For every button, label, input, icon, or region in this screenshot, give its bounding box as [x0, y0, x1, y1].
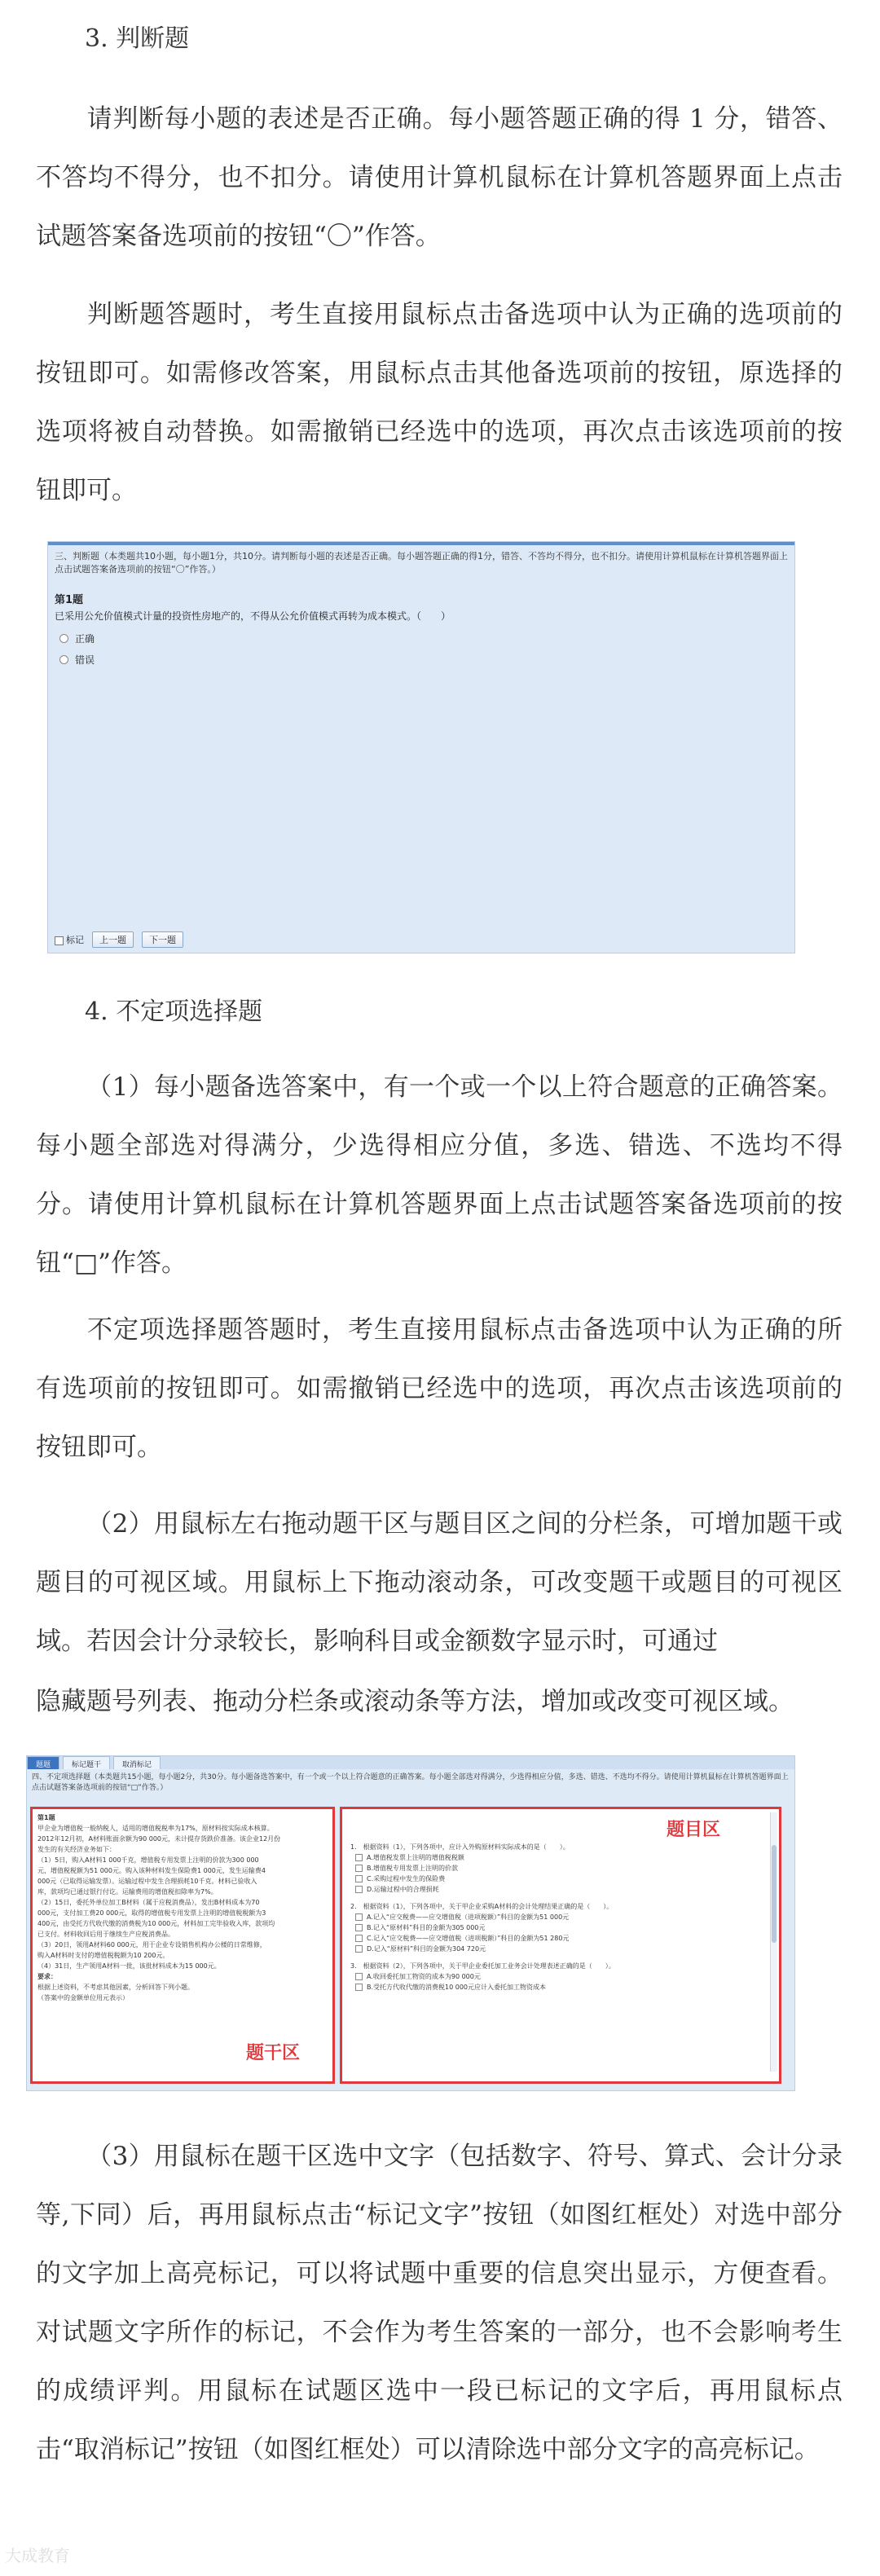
stem-line: （答案中的金额单位用元表示）	[37, 1994, 129, 2001]
checkbox-icon[interactable]	[355, 1913, 363, 1921]
tab-questions[interactable]: 题题	[27, 1756, 59, 1769]
scrollbar[interactable]	[770, 1812, 777, 2072]
checkbox-icon[interactable]	[55, 936, 64, 945]
checkbox-icon[interactable]	[355, 1984, 363, 1991]
option[interactable]: C.记入“应交税费——应交增值税（进项税额）”科目的金额为51 280元	[355, 1933, 758, 1944]
checkbox-icon[interactable]	[355, 1865, 363, 1872]
stem-line: 已支付。材料收回后用于继续生产应税消费品。	[37, 1931, 174, 1938]
question-area-label: 题目区	[667, 1820, 721, 1840]
stem-line: 元，增值税税额为51 000元。购入该种材料发生保险费1 000元，发生运输费4	[37, 1867, 266, 1874]
section4-heading: 4. 不定项选择题	[85, 997, 263, 1026]
question-number: 第1题	[55, 594, 84, 606]
next-button[interactable]: 下一题	[142, 931, 183, 948]
checkbox-icon[interactable]	[355, 1854, 363, 1861]
stem-line: 要求：	[37, 1973, 57, 1980]
radio-icon[interactable]	[59, 655, 68, 664]
checkbox-icon[interactable]	[355, 1886, 363, 1893]
stem-line: （2）15日，委托外单位加工B材料（属于应税消费品），发出B材料成本为70	[37, 1899, 260, 1906]
question-pane[interactable]	[340, 1807, 781, 2084]
stem-title: 第1题	[37, 1814, 55, 1821]
section4-para2: 不定项选择题答题时，考生直接用鼠标点击备选项中认为正确的所有选项前的按钮即可。如需撤销已经选中的选项，再次点击该选项前的按钮即可。	[36, 1315, 843, 1462]
stem-line: 000元，支付加工费20 000元，取得的增值税专用发票上注明的增值税税额为3	[37, 1909, 266, 1917]
stem-line: 400元，由受托方代收代缴的消费税为10 000元，材料加工完毕验收入库，款项均	[37, 1920, 275, 1927]
section4-para1: （1）每小题备选答案中，有一个或一个以上符合题意的正确答案。每小题全部选对得满分，少选得相应分值，多选、错选、不选均不得分。请使用计算机鼠标在计算机答题界面上点击试题答案备选项前的按钮“□”作答。	[36, 1072, 843, 1278]
stem-line: 000元（已取得运输发票）。运输过程中发生合理损耗10千克。材料已验收入	[37, 1878, 257, 1885]
stem-line: 2012年12月初，A材料账面余额为90 000元，未计提存货跌价准备。该企业12月份	[37, 1835, 281, 1843]
section4-para4: （3）用鼠标在题干区选中文字（包括数字、符号、算式、会计分录等,下同）后，再用鼠标点击“标记文字”按钮（如图红框处）对选中部分的文字加上高亮标记，可以将试题中重要的信息突出显示，方便查看。对试题文字所作的标记，不会作为考生答案的一部分，也不会影响考生的成绩评判。用鼠标在试题区选中一段已标记的文字后，再用鼠标点击“取消标记”按钮（如图红框处）可以清除选中部分文字的高亮标记。	[36, 2142, 843, 2464]
option-false[interactable]: 错误	[59, 653, 95, 667]
option[interactable]: B.受托方代收代缴的消费税10 000元应计入委托加工物资成本	[355, 1982, 758, 1993]
topbar	[48, 542, 794, 545]
question-item: 2. 根据资料（1），下列各项中，关于甲企业采购A材料的会计处理结果正确的是（ ）。 A.记入“应交税费——应交增值税（进项税额）”科目的金额为51 000元 B.记入“原材料”科目的金额为305 000元 C.记入“应交税费——应交增值税（进项税额）”科目的金额为51 280元 D.记入“原材料”科目的金额为304 720元	[350, 1901, 758, 1954]
checkbox-icon[interactable]	[355, 1945, 363, 1953]
checkbox-icon[interactable]	[355, 1935, 363, 1942]
section3-para2: 判断题答题时，考生直接用鼠标点击备选项中认为正确的选项前的按钮即可。如需修改答案，用鼠标点击其他备选项前的按钮，原选择的选项将被自动替换。如需撤销已经选中的选项，再次点击该选项前的按钮即可。	[36, 300, 843, 505]
stem-content	[37, 1812, 326, 2003]
checkbox-icon[interactable]	[355, 1973, 363, 1980]
checkbox-icon[interactable]	[355, 1875, 363, 1882]
question-item: 3. 根据资料（2），下列各项中，关于甲企业委托加工业务会计处理表述正确的是（ ）。 A.收回委托加工物资的成本为90 000元 B.受托方代收代缴的消费税10 000元应计入委托加工物资成本	[350, 1961, 758, 1993]
stem-pane[interactable]	[30, 1807, 335, 2084]
stem-line: 甲企业为增值税一般纳税人，适用的增值税税率为17%，原材料按实际成本核算。	[37, 1825, 274, 1832]
tab-unmark-text[interactable]: 取消标记	[113, 1756, 161, 1769]
stem-area-label: 题干区	[246, 2043, 301, 2063]
instruction-text: 三、判断题（本类题共10小题，每小题1分，共10分。请判断每小题的表述是否正确。每小题答题正确的得1分，错答、不答均不得分，也不扣分。请使用计算机鼠标在计算机答题界面上点击试题答案备选项前的按钮“〇”作答。）	[55, 551, 788, 575]
scrollbar-thumb[interactable]	[772, 1845, 777, 1943]
question-item: 1. 根据资料（1），下列各项中，应计入外购原材料实际成本的是（ ）。 A.增值税发票上注明的增值税税额 B.增值税专用发票上注明的价款 C.采购过程中发生的保险费 D.运输过程中的合理损耗	[350, 1842, 758, 1895]
section4-para3: （2）用鼠标左右拖动题干区与题目区之间的分栏条，可增加题干或题目的可视区域。用鼠标上下拖动滚动条，可改变题干或题目的可视区域。若因会计分录较长，影响科目或金额数字显示时，可通过	[36, 1509, 843, 1656]
stem-line: （4）31日，生产领用A材料一批，该批材料成本为15 000元。	[37, 1962, 221, 1970]
mark-checkbox[interactable]: 标记	[55, 933, 84, 946]
option[interactable]: A.增值税发票上注明的增值税税额	[355, 1852, 758, 1863]
option[interactable]: D.运输过程中的合理损耗	[355, 1884, 758, 1895]
toolbar-tabs	[27, 1756, 794, 1769]
true-false-screenshot	[47, 541, 795, 953]
tab-mark-text[interactable]: 标记题干	[63, 1756, 110, 1769]
section3-para1: 请判断每小题的表述是否正确。每小题答题正确的得 1 分，错答、不答均不得分，也不扣分。请使用计算机鼠标在计算机答题界面上点击试题答案备选项前的按钮“〇”作答。	[36, 104, 843, 251]
footer-bar	[55, 931, 183, 948]
stem-line: （1）5日，购入A材料1 000千克，增值税专用发票上注明的价款为300 000	[37, 1856, 259, 1864]
stem-line: 根据上述资料，不考虑其他因素，分析回答下列小题。	[37, 1984, 194, 1991]
radio-icon[interactable]	[59, 634, 68, 643]
checkbox-icon[interactable]	[355, 1924, 363, 1931]
instruction-text: 四、不定项选择题（本类题共15小题，每小题2分，共30分。每小题备选答案中，有一个或一个以上符合题意的正确答案。每小题全部选对得满分，少选得相应分值，多选、错选、不选均不得分。请使用计算机鼠标在计算机答题界面上点击试题答案备选项前的按钮“□”作答。）	[32, 1773, 789, 1792]
option[interactable]: D.记入“原材料”科目的金额为304 720元	[355, 1944, 758, 1954]
stem-line: 库，款项均已通过银行付讫。运输费用的增值税扣除率为7%。	[37, 1888, 218, 1896]
section4-para3b: 隐藏题号列表、拖动分栏条或滚动条等方法，增加或改变可视区域。	[36, 1687, 794, 1716]
prev-button[interactable]: 上一题	[92, 931, 134, 948]
option-true[interactable]: 正确	[59, 632, 95, 645]
question-content	[350, 1842, 758, 1999]
option[interactable]: C.采购过程中发生的保险费	[355, 1874, 758, 1884]
option[interactable]: B.记入“原材料”科目的金额为305 000元	[355, 1922, 758, 1933]
option[interactable]: A.收回委托加工物资的成本为90 000元	[355, 1971, 758, 1982]
option[interactable]: B.增值税专用发票上注明的价款	[355, 1863, 758, 1874]
question-text: 已采用公允价值模式计量的投资性房地产的，不得从公允价值模式再转为成本模式。（ ）	[55, 610, 451, 622]
stem-line: （3）20日，领用A材料60 000元，用于企业专设销售机构办公楼的日常维修，	[37, 1941, 266, 1949]
stem-line: 发生的有关经济业务如下：	[37, 1846, 116, 1853]
multi-choice-screenshot	[26, 1755, 795, 2091]
section3-heading: 3. 判断题	[85, 24, 190, 53]
stem-line: 购入A材料时支付的增值税税额为10 200元。	[37, 1952, 169, 1959]
watermark: 大成教育	[5, 2546, 70, 2565]
option[interactable]: A.记入“应交税费——应交增值税（进项税额）”科目的金额为51 000元	[355, 1912, 758, 1922]
